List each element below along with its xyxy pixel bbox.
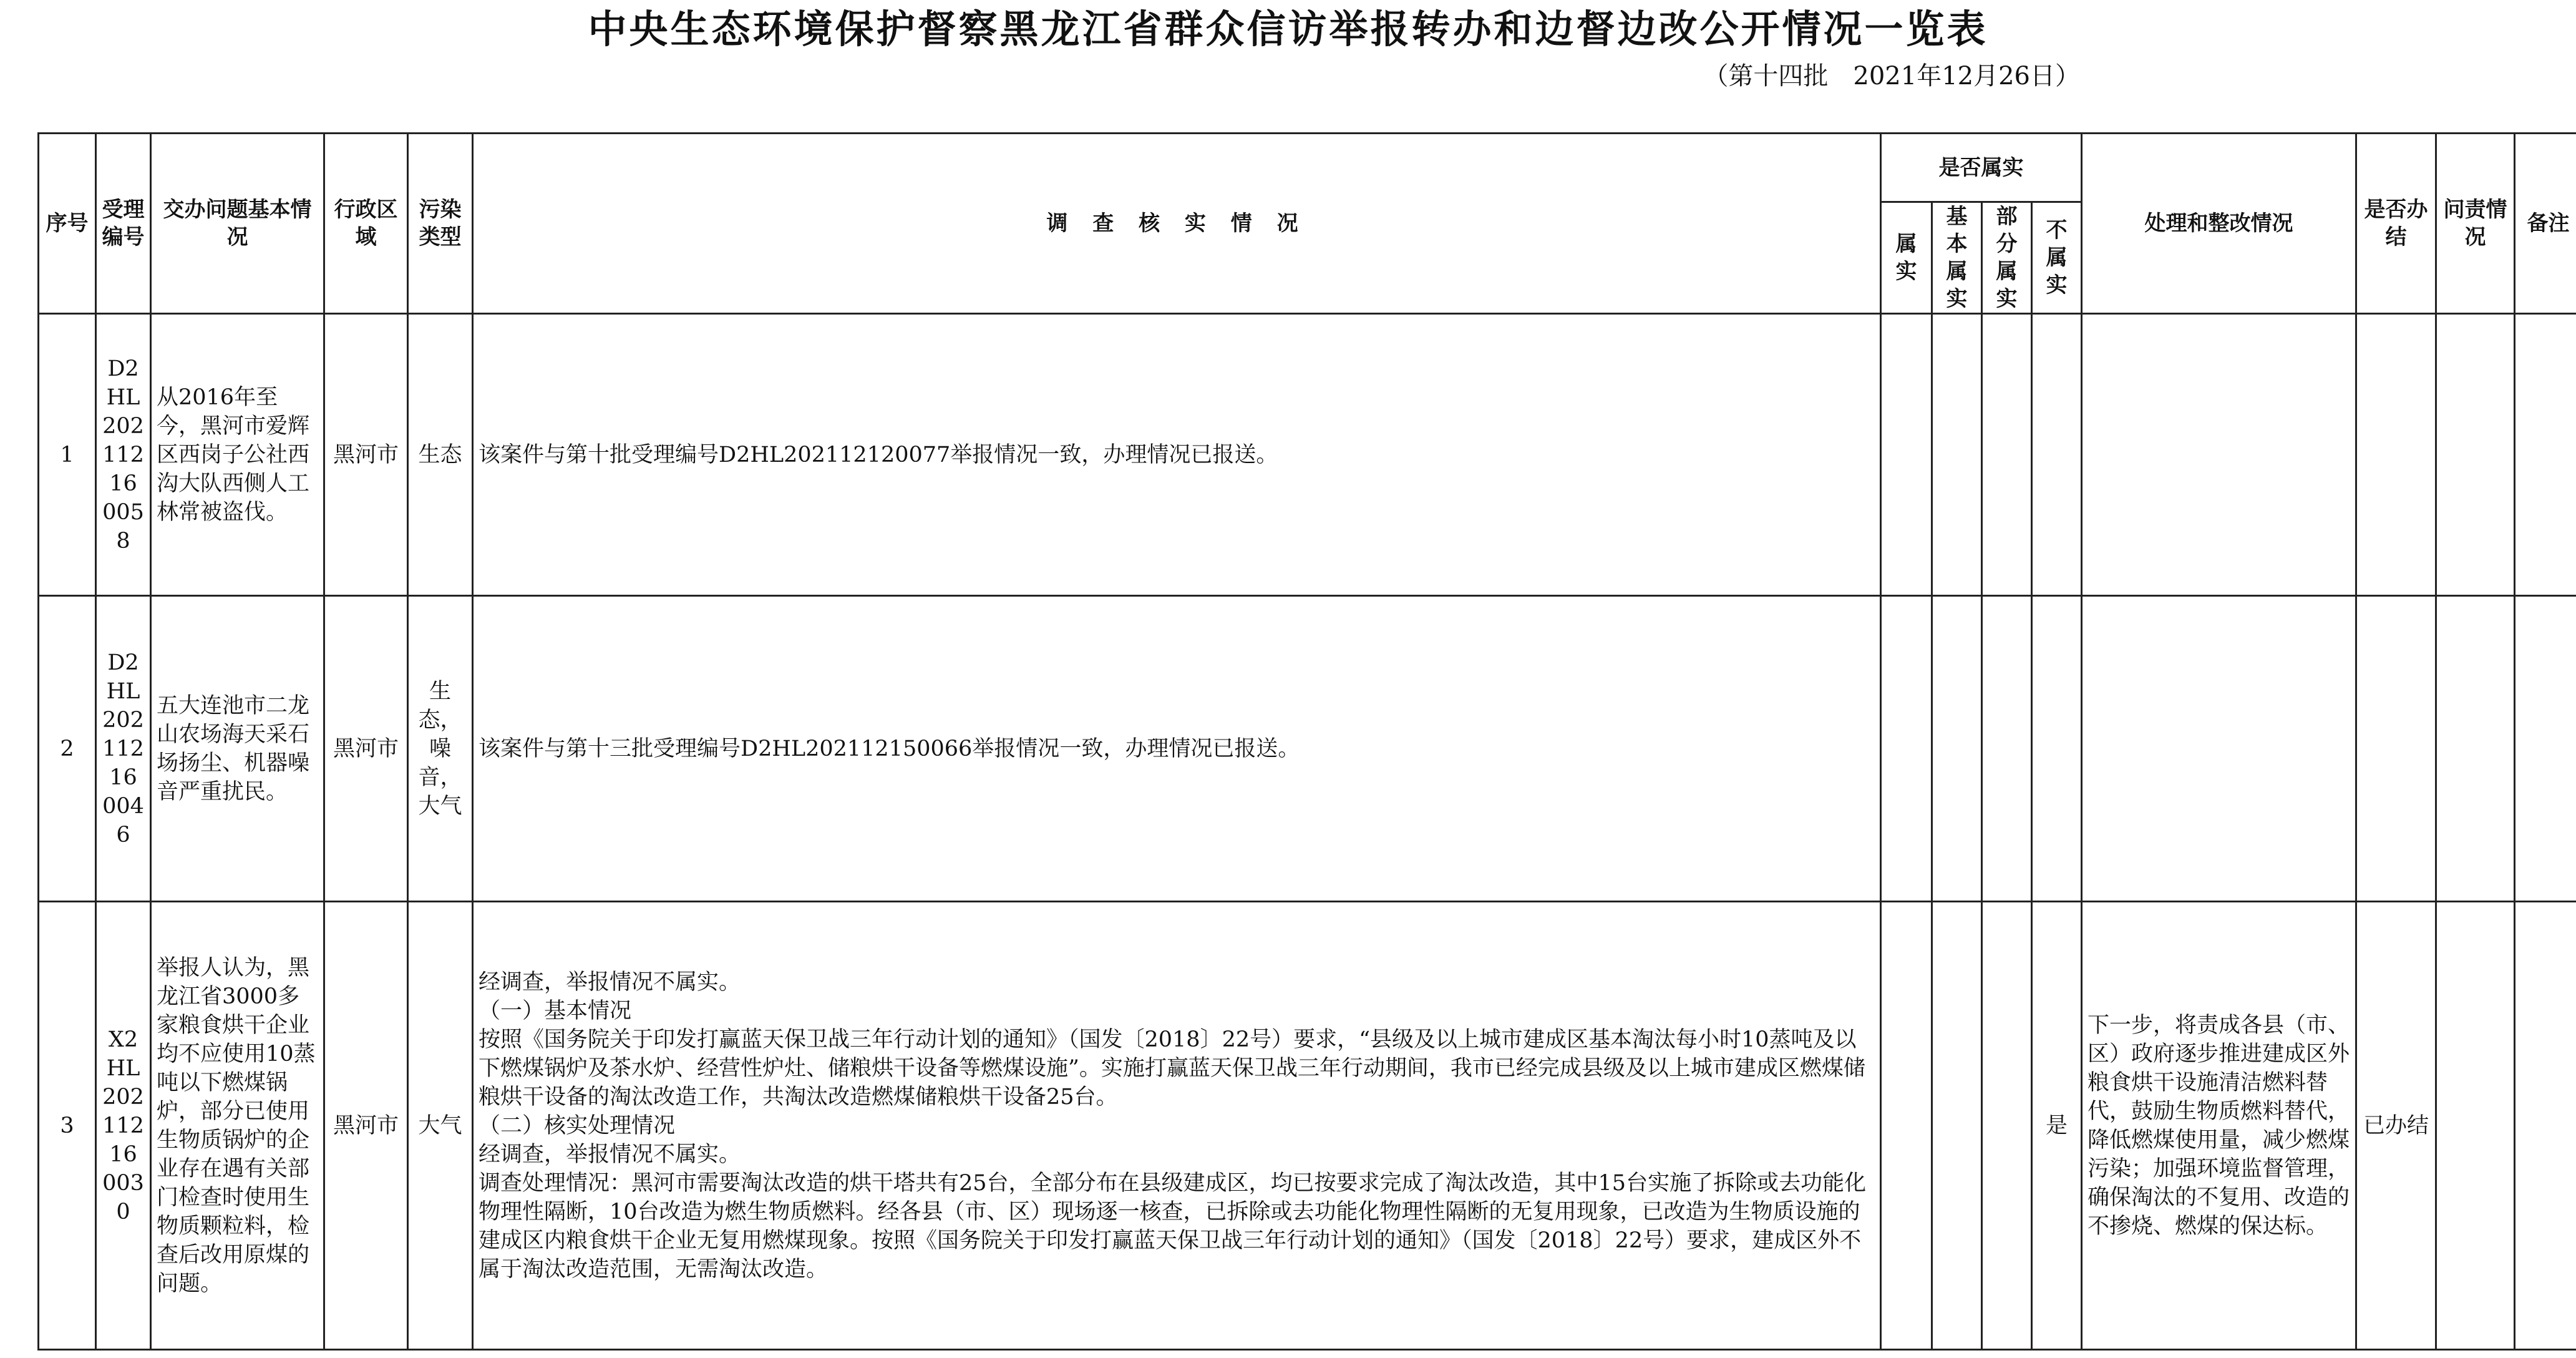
row-truth-partial	[1982, 314, 2032, 596]
row-handling: 下一步，将责成各县（市、区）政府逐步推进建成区外粮食烘干设施清洁燃料替代，鼓励生物质燃料替代，降低燃煤使用量，减少燃煤污染；加强环境监督管理，确保淘汰的不复用、改造的不掺烧、燃煤的保达标。	[2082, 902, 2356, 1350]
row-truth-partial	[1982, 596, 2032, 902]
row-handling	[2082, 596, 2356, 902]
col-problem-header: 交办问题基本情况	[151, 134, 324, 314]
row-seq: 1	[39, 314, 96, 596]
row-region: 黑河市	[324, 596, 408, 902]
table-row	[39, 314, 2576, 596]
row-truth-true	[1881, 596, 1932, 902]
investigation-line: （一）基本情况	[479, 998, 632, 1023]
col-pollution-header: 污染类型	[408, 134, 473, 314]
col-seq-header: 序号	[39, 134, 96, 314]
col-remarks-header: 备注	[2515, 134, 2576, 314]
row-investigation	[473, 596, 1881, 902]
row-investigation	[473, 314, 1881, 596]
row-region: 黑河市	[324, 902, 408, 1350]
row-remarks	[2515, 596, 2576, 902]
investigation-line: 该案件与第十三批受理编号D2HL202112150066举报情况一致，办理情况已报送。	[479, 736, 1300, 761]
row-truth-partial	[1982, 902, 2032, 1350]
col-handling-header: 处理和整改情况	[2082, 134, 2356, 314]
row-remarks	[2515, 902, 2576, 1350]
investigation-line: （二）核实处理情况	[479, 1113, 676, 1138]
col-accountability-header: 问责情况	[2436, 134, 2515, 314]
row-accountability	[2436, 314, 2515, 596]
row-problem: 举报人认为，黑龙江省3000多家粮食烘干企业均不应使用10蒸吨以下燃煤锅炉，部分已使用生物质锅炉的企业存在遇有关部门检查时使用生物质颗粒料，检查后改用原煤的问题。	[151, 902, 324, 1350]
row-problem: 从2016年至今，黑河市爱辉区西岗子公社西沟大队西侧人工林常被盗伐。	[151, 314, 324, 596]
row-closed	[2356, 596, 2436, 902]
col-truth-group-header: 是否属实	[1881, 134, 2082, 202]
row-code: D2HL20211216 0046	[96, 596, 151, 902]
table-row	[39, 596, 2576, 902]
col-truth-true-header: 属实	[1881, 202, 1932, 314]
investigation-line: 该案件与第十批受理编号D2HL202112120077举报情况一致，办理情况已报送。	[479, 442, 1278, 467]
row-truth-false	[2032, 314, 2082, 596]
col-truth-partial-header: 部分属实	[1982, 202, 2032, 314]
row-truth-false: 是	[2032, 902, 2082, 1350]
row-handling	[2082, 314, 2356, 596]
row-code: X2HL20211216 0030	[96, 902, 151, 1350]
row-region: 黑河市	[324, 314, 408, 596]
row-investigation	[473, 902, 1881, 1350]
row-pollution: 大气	[408, 902, 473, 1350]
complaint-table	[37, 132, 2576, 1351]
header-row-1	[39, 134, 2576, 202]
row-truth-basic	[1932, 314, 1982, 596]
investigation-line: 按照《国务院关于印发打赢蓝天保卫战三年行动计划的通知》（国发〔2018〕22号）要求，“县级及以上城市建成区基本淘汰每小时10蒸吨及以下燃煤锅炉及茶水炉、经营性炉灶、储粮烘干设备等燃煤设施”。实施打赢蓝天保卫战三年行动期间，我市已经完成县级及以上城市建成区燃煤储粮烘干设备的淘汰改造工作，共淘汰改造燃煤储粮烘干设备25台。	[479, 1027, 1865, 1110]
batch-date: （第十四批 2021年12月26日）	[1703, 62, 2080, 90]
col-truth-basic-header: 基本属实	[1932, 202, 1982, 314]
col-truth-false-header: 不属实	[2032, 202, 2082, 314]
col-closed-header: 是否办结	[2356, 134, 2436, 314]
table-row	[39, 902, 2576, 1350]
row-truth-true	[1881, 314, 1932, 596]
col-code-header: 受理编号	[96, 134, 151, 314]
row-seq: 2	[39, 596, 96, 902]
col-region-header: 行政区域	[324, 134, 408, 314]
col-investigation-header: 调 查 核 实 情 况	[473, 134, 1881, 314]
row-truth-basic	[1932, 902, 1982, 1350]
row-closed: 已办结	[2356, 902, 2436, 1350]
investigation-line: 调查处理情况：黑河市需要淘汰改造的烘干塔共有25台，全部分布在县级建成区，均已按要求完成了淘汰改造，其中15台实施了拆除或去功能化物理性隔断，10台改造为燃生物质燃料。经各县（市、区）现场逐一核查，已拆除或去功能化物理性隔断的无复用现象，已改造为生物质设施的建成区内粮食烘干企业无复用燃煤现象。按照《国务院关于印发打赢蓝天保卫战三年行动计划的通知》（国发〔2018〕22号）要求，建成区外不属于淘汰改造范围，无需淘汰改造。	[479, 1170, 1867, 1282]
row-pollution: 生态，噪音，大气	[408, 596, 473, 902]
row-accountability	[2436, 902, 2515, 1350]
row-truth-false	[2032, 596, 2082, 902]
page-title: 中央生态环境保护督察黑龙江省群众信访举报转办和边督边改公开情况一览表	[588, 6, 1988, 52]
investigation-line: 经调查，举报情况不属实。	[479, 1141, 741, 1167]
row-closed	[2356, 314, 2436, 596]
investigation-line: 经调查，举报情况不属实。	[479, 969, 741, 995]
row-truth-basic	[1932, 596, 1982, 902]
row-truth-true	[1881, 902, 1932, 1350]
row-accountability	[2436, 596, 2515, 902]
row-problem: 五大连池市二龙山农场海天采石场扬尘、机器噪音严重扰民。	[151, 596, 324, 902]
row-pollution: 生态	[408, 314, 473, 596]
row-remarks	[2515, 314, 2576, 596]
row-code: D2HL20211216 0058	[96, 314, 151, 596]
row-seq: 3	[39, 902, 96, 1350]
